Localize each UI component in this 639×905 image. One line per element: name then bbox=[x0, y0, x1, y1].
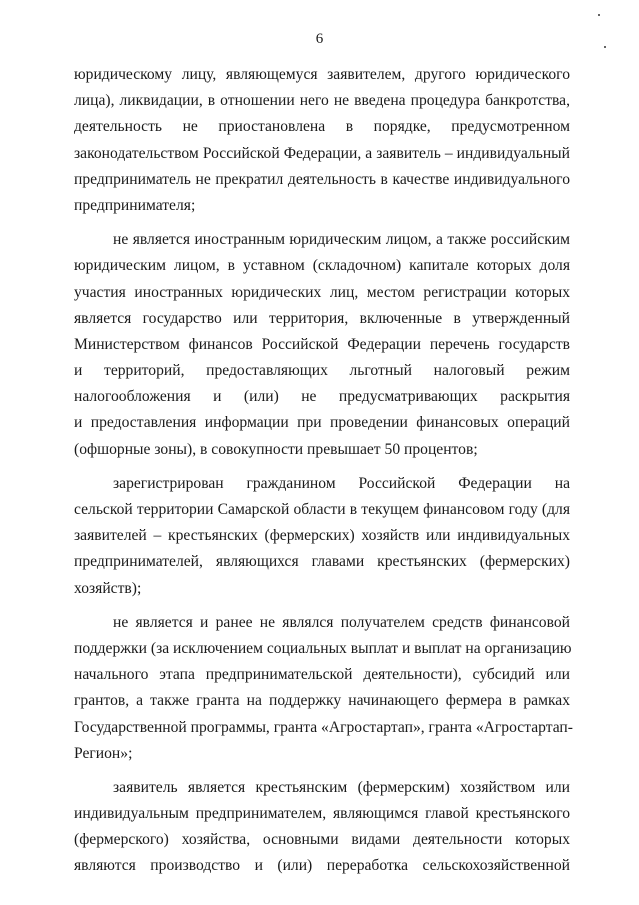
text-line: сельской территории Самарской области в текущем финансовом году (для bbox=[74, 501, 570, 518]
text-line: заявитель является крестьянским (фермерским) хозяйством или bbox=[113, 778, 570, 796]
text-line: заявителей – крестьянских (фермерских) хозяйств или индивидуальных bbox=[74, 527, 570, 545]
text-line: и предоставления информации при проведении финансовых операций bbox=[74, 414, 570, 432]
scan-speck bbox=[604, 46, 606, 48]
text-line: участия иностранных юридических лиц, местом регистрации которых bbox=[74, 283, 570, 301]
text-line: являются производство и (или) переработка сельскохозяйственной bbox=[74, 857, 570, 875]
text-line: и территорий, предоставляющих льготный налоговый режим bbox=[74, 362, 570, 380]
text-line: юридическим лицом, в уставном (складочном) капитале которых доля bbox=[74, 257, 570, 275]
paragraph bbox=[74, 610, 573, 767]
text-line: индивидуальным предпринимателем, являющимся главой крестьянского bbox=[74, 805, 570, 823]
paragraph bbox=[74, 62, 570, 219]
text-line: деятельность не приостановлена в порядке, предусмотренном bbox=[74, 118, 570, 136]
text-line: Министерством финансов Российской Федерации перечень государств bbox=[74, 335, 570, 353]
text-line: предпринимателя; bbox=[74, 196, 196, 214]
text-line: является государство или территория, включенные в утвержденный bbox=[74, 309, 570, 327]
text-line: Государственной программы, гранта «Агростартап», гранта «Агростартап- bbox=[74, 718, 573, 736]
text-line: грантов, а также гранта на поддержку начинающего фермера в рамках bbox=[74, 692, 570, 710]
text-line: хозяйств); bbox=[74, 579, 142, 597]
document-body bbox=[74, 62, 573, 880]
text-line: зарегистрирован гражданином Российской Федерации на bbox=[113, 474, 570, 492]
text-line: (офшорные зоны), в совокупности превышает 50 процентов; bbox=[74, 440, 478, 458]
text-line: законодательством Российской Федерации, а заявитель – индивидуальный bbox=[74, 144, 570, 162]
text-line: (фермерского) хозяйства, основными видами деятельности которых bbox=[74, 831, 570, 849]
text-line: юридическому лицу, являющемуся заявителем, другого юридического bbox=[74, 66, 570, 83]
text-line: поддержки (за исключением социальных выплат и выплат на организацию bbox=[74, 639, 572, 657]
text-line: Регион»; bbox=[74, 744, 133, 762]
text-line: начального этапа предпринимательской деятельности), субсидий или bbox=[74, 666, 570, 684]
paragraph bbox=[74, 775, 570, 880]
scan-speck bbox=[598, 14, 600, 16]
paragraph bbox=[74, 471, 570, 602]
text-line: не является и ранее не являлся получателем средств финансовой bbox=[113, 613, 570, 631]
page-number: 6 bbox=[315, 31, 324, 47]
text-line: налогообложения и (или) не предусматривающих раскрытия bbox=[74, 388, 570, 406]
text-line: не является иностранным юридическим лицом, а также российским bbox=[113, 231, 570, 249]
text-line: предприниматель не прекратил деятельность в качестве индивидуального bbox=[74, 170, 570, 188]
text-line: предпринимателей, являющихся главами крестьянских (фермерских) bbox=[74, 553, 570, 571]
paragraph bbox=[74, 227, 570, 463]
text-line: лица), ликвидации, в отношении него не введена процедура банкротства, bbox=[74, 92, 570, 110]
